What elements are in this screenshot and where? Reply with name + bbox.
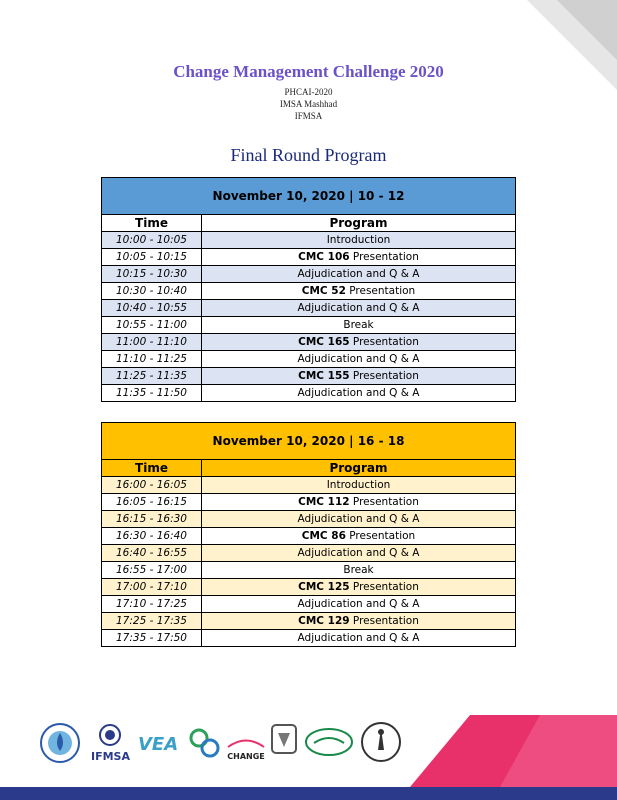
program-cell — [202, 596, 516, 613]
time-cell: 10:05 - 10:15 — [102, 249, 202, 266]
time-cell: 17:25 - 17:35 — [102, 613, 202, 630]
team-code: CMC 52 — [301, 285, 346, 297]
schedule-row — [102, 385, 516, 402]
team-code: CMC 155 — [298, 370, 350, 382]
time-cell: 10:40 - 10:55 — [102, 300, 202, 317]
program-cell — [202, 266, 516, 283]
time-cell: 16:55 - 17:00 — [102, 562, 202, 579]
schedule-row — [102, 351, 516, 368]
time-cell: 10:55 - 11:00 — [102, 317, 202, 334]
schedule-row — [102, 613, 516, 630]
program-text: Break — [343, 319, 374, 331]
time-column-header: Time — [102, 215, 202, 232]
time-cell: 10:00 - 10:05 — [102, 232, 202, 249]
program-text: Presentation — [349, 251, 419, 263]
program-cell — [202, 368, 516, 385]
time-cell: 10:15 - 10:30 — [102, 266, 202, 283]
program-cell — [202, 613, 516, 630]
program-text: Presentation — [349, 370, 419, 382]
time-column-header: Time — [102, 460, 202, 477]
program-text: Break — [343, 564, 374, 576]
program-text: Adjudication and Q & A — [297, 268, 420, 280]
time-cell: 11:10 - 11:25 — [102, 351, 202, 368]
program-cell — [202, 511, 516, 528]
schedule-row — [102, 494, 516, 511]
schedule-row — [102, 300, 516, 317]
team-code: CMC 112 — [298, 496, 350, 508]
program-cell — [202, 249, 516, 266]
program-cell — [202, 494, 516, 511]
program-text: Presentation — [345, 285, 416, 297]
time-cell: 11:35 - 11:50 — [102, 385, 202, 402]
schedule-row — [102, 630, 516, 647]
logo-vea — [138, 730, 186, 760]
program-cell — [202, 300, 516, 317]
program-text: Adjudication and Q & A — [297, 387, 420, 399]
schedule-row — [102, 528, 516, 545]
program-text: Adjudication and Q & A — [297, 598, 420, 610]
time-cell: 16:30 - 16:40 — [102, 528, 202, 545]
time-cell: 17:35 - 17:50 — [102, 630, 202, 647]
schedule-row — [102, 266, 516, 283]
team-code: CMC 125 — [298, 581, 350, 593]
program-column-header: Program — [202, 460, 516, 477]
time-cell: 16:00 - 16:05 — [102, 477, 202, 494]
program-text: Presentation — [349, 581, 419, 593]
time-cell: 16:15 - 16:30 — [102, 511, 202, 528]
morning-session-banner: November 10, 2020 | 10 - 12 — [102, 178, 516, 215]
team-code: CMC 165 — [298, 336, 350, 348]
schedule-row — [102, 334, 516, 351]
program-text: Presentation — [349, 615, 419, 627]
logo-association-emblem — [360, 720, 402, 764]
subtitle-line-3: IFMSA — [294, 111, 323, 121]
program-text: Adjudication and Q & A — [297, 632, 420, 644]
afternoon-rows — [102, 477, 516, 647]
team-code: CMC 86 — [301, 530, 346, 542]
program-text: Adjudication and Q & A — [297, 547, 420, 559]
program-cell — [202, 351, 516, 368]
program-cell — [202, 545, 516, 562]
program-text: Introduction — [326, 234, 391, 246]
schedule-row — [102, 545, 516, 562]
time-cell: 11:00 - 11:10 — [102, 334, 202, 351]
schedule-row — [102, 283, 516, 300]
team-code: CMC 106 — [298, 251, 350, 263]
schedule-row — [102, 232, 516, 249]
program-column-header: Program — [202, 215, 516, 232]
program-cell — [202, 283, 516, 300]
logo-ifmsa — [88, 723, 133, 763]
program-cell — [202, 528, 516, 545]
schedule-row — [102, 562, 516, 579]
schedule-row — [102, 511, 516, 528]
change-logo-text: CHANGE — [227, 752, 265, 761]
logo-change — [226, 733, 266, 759]
program-cell — [202, 232, 516, 249]
footer-navy-bar — [0, 787, 617, 800]
program-cell — [202, 630, 516, 647]
schedule-row — [102, 579, 516, 596]
logo-green-oval — [304, 727, 354, 757]
morning-rows — [102, 232, 516, 402]
program-cell — [202, 317, 516, 334]
program-cell — [202, 334, 516, 351]
program-text: Presentation — [349, 336, 419, 348]
program-cell — [202, 579, 516, 596]
time-cell: 17:00 - 17:10 — [102, 579, 202, 596]
program-text: Adjudication and Q & A — [297, 513, 420, 525]
program-cell — [202, 562, 516, 579]
program-text: Presentation — [345, 530, 416, 542]
schedule-row — [102, 249, 516, 266]
time-cell: 11:25 - 11:35 — [102, 368, 202, 385]
team-code: CMC 129 — [298, 615, 350, 627]
time-cell: 16:05 - 16:15 — [102, 494, 202, 511]
program-heading: Final Round Program — [230, 145, 387, 165]
schedule-row — [102, 596, 516, 613]
afternoon-session-banner: November 10, 2020 | 16 - 18 — [102, 423, 516, 460]
logo-circle-emblem — [40, 723, 80, 763]
ifmsa-logo-text: IFMSA — [91, 750, 130, 763]
afternoon-schedule-table — [101, 422, 516, 647]
schedule-row — [102, 317, 516, 334]
program-text: Introduction — [326, 479, 391, 491]
program-cell — [202, 385, 516, 402]
time-cell: 10:30 - 10:40 — [102, 283, 202, 300]
logo-university-seal — [268, 723, 300, 763]
time-cell: 16:40 - 16:55 — [102, 545, 202, 562]
morning-schedule-table — [101, 177, 516, 402]
subtitle-line-1: PHCAI-2020 — [284, 87, 333, 97]
vea-logo-text: VEA — [138, 734, 179, 755]
document-title: Change Management Challenge 2020 — [173, 62, 444, 81]
schedule-row — [102, 368, 516, 385]
program-text: Presentation — [349, 496, 419, 508]
program-cell — [202, 477, 516, 494]
program-text: Adjudication and Q & A — [297, 353, 420, 365]
logo-gears — [188, 726, 222, 760]
schedule-row — [102, 477, 516, 494]
program-text: Adjudication and Q & A — [297, 302, 420, 314]
subtitle-line-2: IMSA Mashhad — [279, 99, 338, 109]
time-cell: 17:10 - 17:25 — [102, 596, 202, 613]
